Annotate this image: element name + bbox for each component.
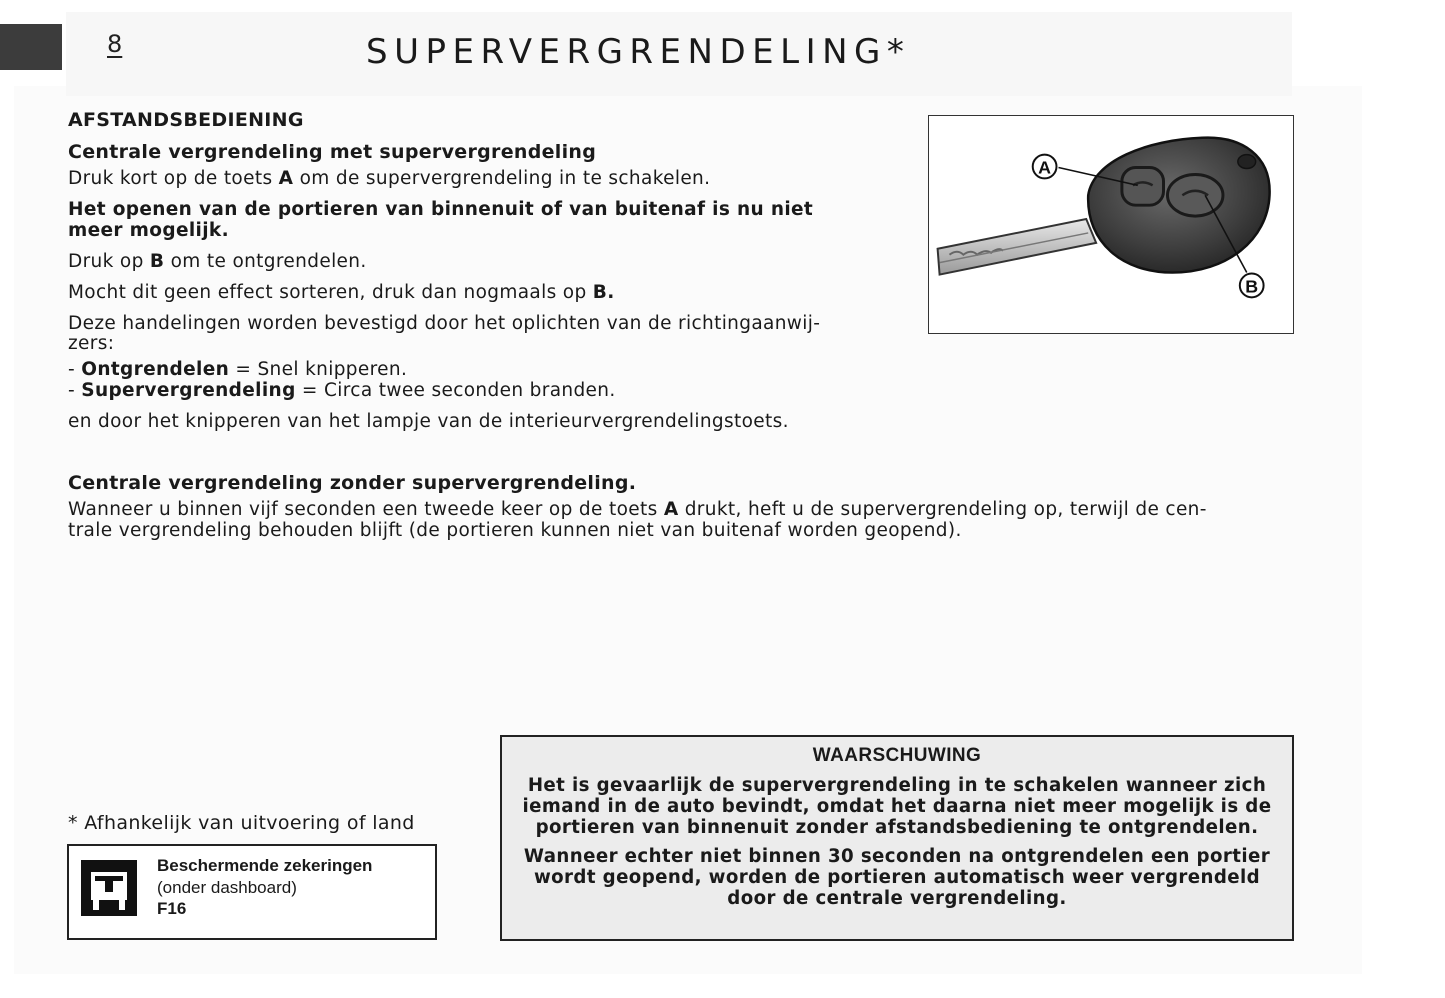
fuse-title: Beschermende zekeringen	[157, 856, 373, 875]
bullet-unlock	[68, 359, 407, 380]
footnote: * Afhankelijk van uitvoering of land	[68, 812, 415, 834]
text-fragment: om de supervergrendeling in te schakelen.	[293, 168, 711, 189]
instruction-press-a	[68, 168, 710, 189]
bullet-dash: -	[68, 380, 82, 401]
key-blade	[938, 219, 1097, 274]
button-a	[1122, 168, 1164, 206]
warning-paragraph-1: Het is gevaarlijk de supervergrendeling in te schakelen wanneer zich iemand in de auto bevindt, omdat het daarna niet meer mogelijk is de portieren van binnenuit zonder afstandsbediening te ontgrendelen.	[522, 775, 1272, 838]
bullet-superlock	[68, 380, 616, 401]
bullet-term: Supervergrendeling	[81, 380, 296, 401]
key-label-b-repeat: B.	[592, 282, 615, 303]
without-para-line-1	[68, 499, 1207, 520]
subheading-without-superlock: Centrale vergrendeling zonder supervergrendeling.	[68, 472, 637, 494]
key-label-a: A	[663, 499, 679, 520]
remote-key-figure	[928, 115, 1294, 334]
page-title: SUPERVERGRENDELING*	[366, 32, 911, 72]
bullet-term: Ontgrendelen	[81, 359, 230, 380]
bold-note-line-2: meer mogelijk.	[68, 220, 229, 241]
warning-box	[500, 735, 1294, 941]
text-fragment: Druk op	[68, 251, 150, 272]
text-fragment: Wanneer u binnen vijf seconden een tweede keer op de toets	[68, 499, 664, 520]
subheading-with-superlock: Centrale vergrendeling met supervergrendeling	[68, 141, 597, 163]
fuse-location: (onder dashboard)	[157, 878, 297, 897]
fuse-icon	[81, 860, 137, 916]
key-fob	[1088, 138, 1269, 273]
confirmation-line-1: Deze handelingen worden bevestigd door het oplichten van de richtingaanwij-	[68, 313, 821, 334]
bullet-desc: = Circa twee seconden branden.	[295, 380, 616, 401]
instruction-retry	[68, 282, 615, 303]
confirmation-line-2: zers:	[68, 333, 115, 354]
bullet-dash: -	[68, 359, 82, 380]
text-fragment: drukt, heft u de supervergrendeling op, terwijl de cen-	[678, 499, 1207, 520]
text-fragment: om te ontgrendelen.	[164, 251, 367, 272]
callout-a-label: A	[1038, 157, 1052, 178]
text-fragment: Druk kort op de toets	[68, 168, 279, 189]
bold-note-line-1: Het openen van de portieren van binnenuit of van buitenaf is nu niet	[68, 199, 814, 220]
warning-title: WAARSCHUWING	[812, 745, 982, 766]
without-para-line-2: trale vergrendeling behouden blijft (de portieren kunnen niet van buitenaf worden geopend).	[68, 520, 962, 541]
section-heading-remote: AFSTANDSBEDIENING	[68, 109, 304, 131]
callout-b-label: B	[1245, 276, 1259, 297]
button-b	[1167, 174, 1222, 216]
remote-key-illustration	[929, 116, 1293, 333]
fuse-info-box	[67, 844, 437, 940]
fuse-code: F16	[157, 899, 187, 918]
page-number: 8	[107, 30, 123, 58]
warning-paragraph-2: Wanneer echter niet binnen 30 seconden na ontgrendelen een portier wordt geopend, worden de portieren automatisch weer vergrendeld door de centrale vergrendeling.	[523, 846, 1271, 909]
instruction-press-b	[68, 251, 367, 272]
text-fragment: Mocht dit geen effect sorteren, druk dan nogmaals op	[68, 282, 593, 303]
chapter-tab-marker	[0, 24, 62, 70]
interior-lamp-note: en door het knipperen van het lampje van de interieurvergrendelingstoets.	[68, 411, 789, 432]
key-label-b: B	[149, 251, 165, 272]
bullet-desc: = Snel knipperen.	[229, 359, 408, 380]
key-label-a: A	[278, 168, 294, 189]
